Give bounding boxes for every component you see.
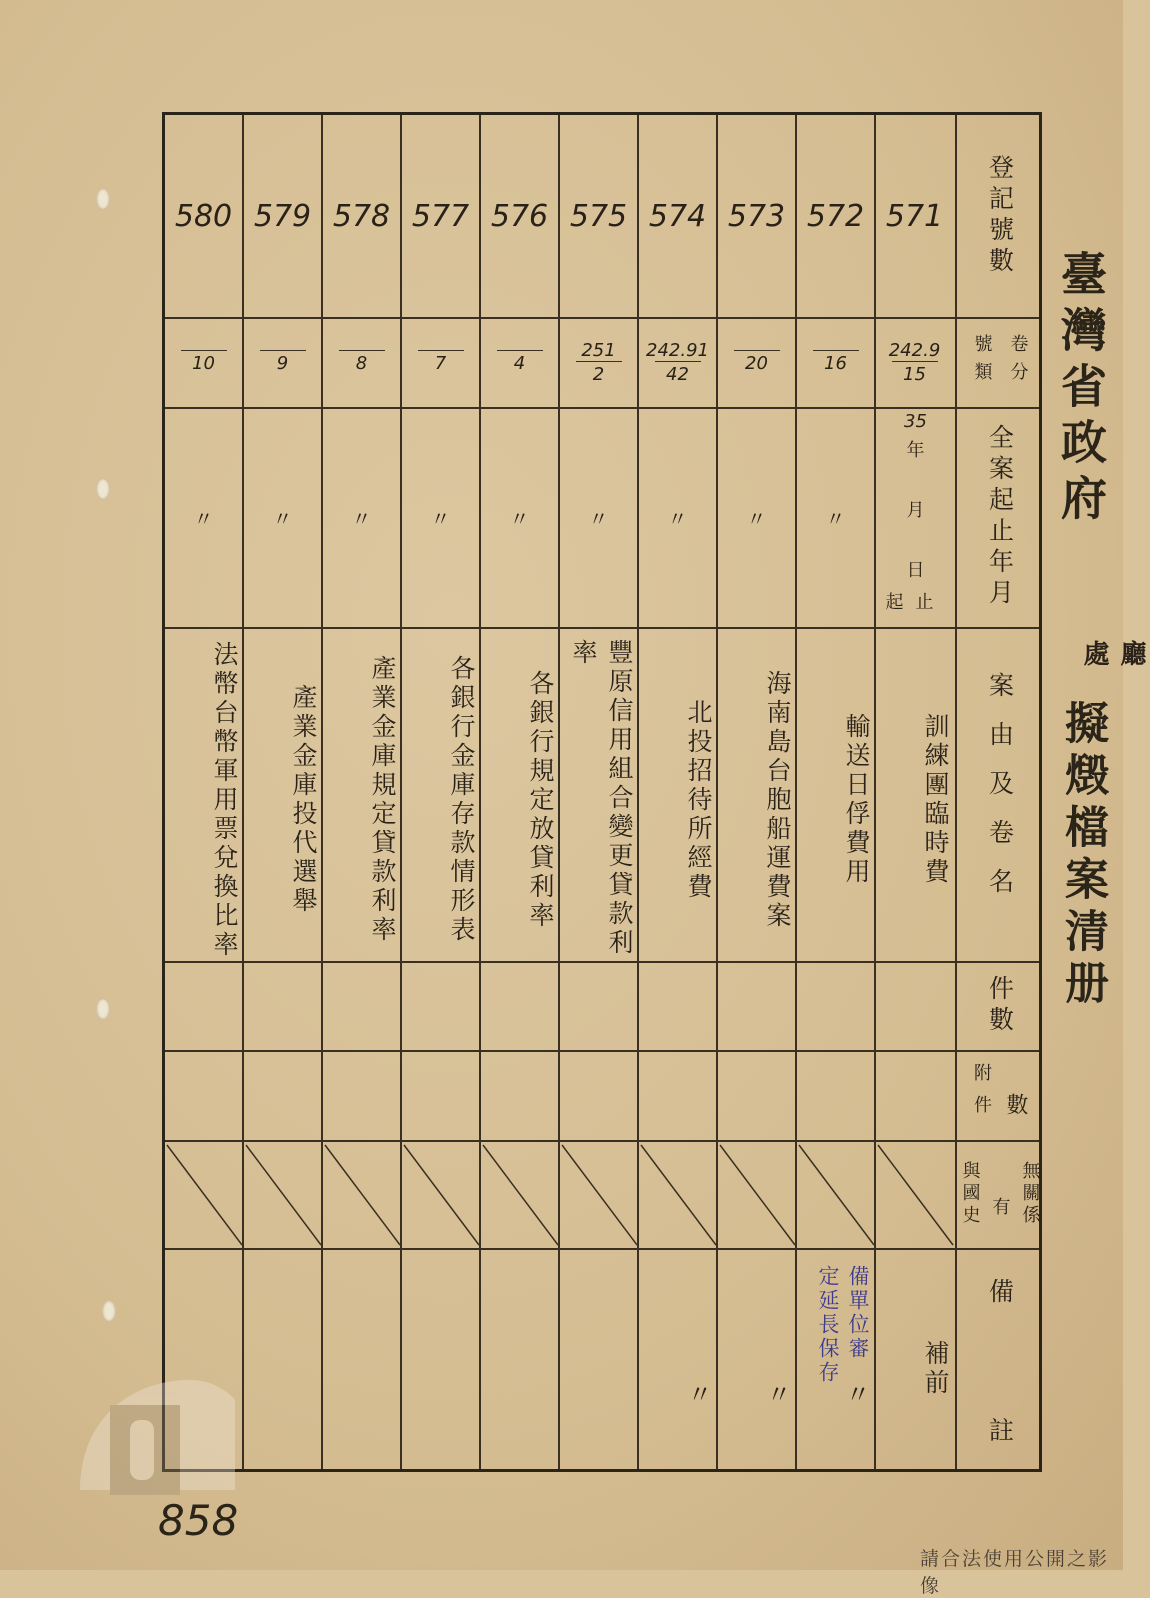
case-subject: 海南島台胞船運費案	[763, 669, 792, 931]
strike-line	[878, 1145, 953, 1245]
date-ditto: 〃	[272, 506, 293, 531]
class-bottom: 4	[497, 350, 543, 374]
class-bottom: 10	[181, 350, 227, 374]
date-ditto: 〃	[509, 506, 530, 531]
class-number	[481, 317, 558, 407]
binding-hole	[102, 1300, 116, 1322]
class-number	[244, 317, 321, 407]
remark: 〃	[763, 1380, 792, 1410]
archive-logo-watermark	[70, 1360, 240, 1510]
binding-hole	[96, 998, 110, 1020]
class-number	[797, 317, 874, 407]
class-top: 242.9	[888, 339, 941, 361]
strike-line	[483, 1145, 558, 1245]
date-ditto: 〃	[588, 506, 609, 531]
remark: 〃	[684, 1380, 713, 1410]
binding-hole	[96, 188, 110, 210]
document-subtitle: 擬燬檔案清册	[1057, 700, 1108, 1012]
class-bottom: 7	[418, 350, 464, 374]
case-subject: 各銀行金庫存款情形表	[447, 655, 476, 945]
remark: 補前	[921, 1340, 950, 1398]
class-number	[165, 317, 242, 407]
class-top: 251	[581, 339, 616, 361]
reg-number: 580	[174, 198, 233, 234]
header-remarks: 備 註	[985, 1278, 1015, 1442]
class-bottom: 20	[734, 350, 780, 374]
class-number	[718, 317, 795, 407]
reg-number: 571	[885, 198, 944, 234]
class-bottom: 16	[813, 350, 859, 374]
date-labels: 35 年 月 日 起止	[885, 411, 946, 613]
date-ditto: 〃	[193, 506, 214, 531]
reg-number: 577	[411, 198, 470, 234]
strike-line	[720, 1145, 795, 1245]
date-ditto: 〃	[667, 506, 688, 531]
reg-number: 576	[490, 198, 549, 234]
header-history: 與國史 有 無關係	[959, 1161, 1041, 1227]
header-class: 號類 卷分	[971, 334, 1029, 390]
reg-number: 575	[569, 198, 628, 234]
page-number: 858	[158, 1496, 239, 1545]
class-top: 242.91	[646, 339, 709, 361]
class-number	[560, 317, 637, 407]
reg-number: 578	[332, 198, 391, 234]
case-subject: 北投招待所經費	[684, 698, 713, 902]
class-bottom: 9	[260, 350, 306, 374]
binding-hole	[96, 478, 110, 500]
strike-line	[562, 1145, 637, 1245]
class-bottom: 8	[339, 350, 385, 374]
class-bottom: 42	[655, 361, 701, 385]
date-ditto: 〃	[430, 506, 451, 531]
reg-number: 574	[648, 198, 707, 234]
strike-line	[641, 1145, 716, 1245]
usage-watermark: 請合法使用公開之影像	[920, 1548, 1110, 1597]
header-dates: 全案起止年月	[985, 424, 1015, 610]
case-subject: 產業金庫投代選舉	[289, 684, 318, 916]
archive-stamp	[813, 1265, 873, 1385]
date-ditto: 〃	[351, 506, 372, 531]
header-reg-no: 登記號數	[985, 154, 1015, 278]
strike-line	[325, 1145, 400, 1245]
strike-line	[799, 1145, 874, 1245]
document-title: 臺灣省政府	[1054, 250, 1108, 530]
archive-register-table	[162, 112, 1042, 1472]
header-count: 件數	[985, 974, 1015, 1037]
header-attachments: 附件 數	[971, 1063, 1028, 1127]
strike-line	[246, 1145, 321, 1245]
class-number	[402, 317, 479, 407]
reg-number: 572	[806, 198, 865, 234]
case-subject: 各銀行規定放貸利率	[526, 669, 555, 931]
case-subject: 法幣台幣軍用票兌換比率	[210, 640, 239, 960]
remark: 〃	[842, 1380, 871, 1410]
class-number	[876, 317, 953, 407]
case-subject: 訓練團臨時費	[921, 713, 950, 887]
date-ditto: 〃	[825, 506, 846, 531]
case-subject: 輸送日俘費用	[842, 713, 871, 887]
department-label: 廳 處	[1079, 640, 1146, 666]
reg-number: 579	[253, 198, 312, 234]
class-bottom: 2	[576, 361, 622, 385]
case-subject: 豐原信用組合變更貸款利率	[569, 639, 634, 958]
stamp-line-2: 定延長保存	[816, 1265, 840, 1385]
class-number	[323, 317, 400, 407]
strike-line	[404, 1145, 479, 1245]
class-bottom: 15	[892, 361, 938, 385]
stamp-line-1: 備單位審	[846, 1265, 870, 1361]
date-ditto: 〃	[746, 506, 767, 531]
class-number	[639, 317, 716, 407]
header-subject: 案由及卷名	[985, 671, 1015, 917]
reg-number: 573	[727, 198, 786, 234]
strike-line	[167, 1145, 242, 1245]
case-subject: 產業金庫規定貸款利率	[368, 655, 397, 945]
